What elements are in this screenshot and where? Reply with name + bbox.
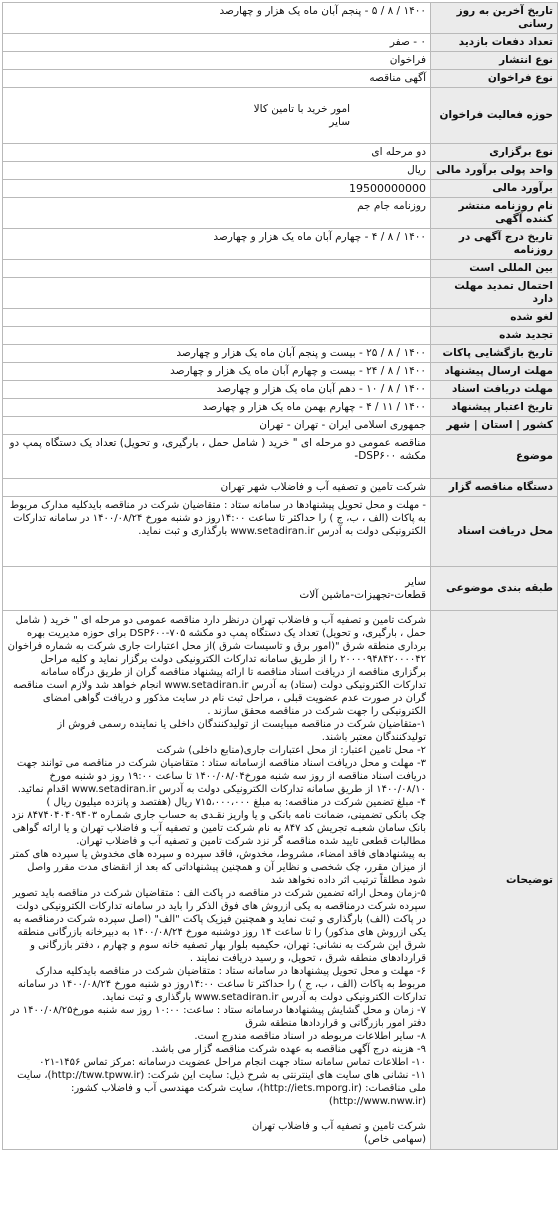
desc-item-11: ۱۱- نشانی های سایت های اینترنتی به شرح ذیل: سایت این شرکت: (http://tww.tpww.ir)، سایت ملی مناقصات: (http://iets.mporg.ir)، سایت شرکت مهندسی آب و فاضلاب کشور: (http://www.nww.ir) [17, 1070, 426, 1107]
row-currency [3, 162, 558, 180]
label-doc-deadline: مهلت دریافت اسناد [431, 381, 558, 399]
value-category [3, 567, 431, 611]
row-validity [3, 399, 558, 417]
row-call-type [3, 70, 558, 88]
value-newspaper-date: ۱۴۰۰ / ۸ / ۴ - چهارم آبان ماه یک هزار و چهارصد [3, 229, 431, 260]
row-cancelled [3, 309, 558, 327]
value-extension [3, 278, 431, 309]
activity-area-line1: امور خرید با تامین کالا [253, 102, 350, 115]
row-visits [3, 34, 558, 52]
label-cancelled: لغو شده [431, 309, 558, 327]
row-publish-type [3, 52, 558, 70]
row-last-update [3, 3, 558, 34]
label-extension: احتمال تمدید مهلت دارد [431, 278, 558, 309]
value-last-update: ۱۴۰۰ / ۸ / ۵ - پنجم آبان ماه یک هزار و چهارصد [3, 3, 431, 34]
row-extension [3, 278, 558, 309]
label-doc-place: محل دریافت اسناد [431, 497, 558, 567]
value-renewed [3, 327, 431, 345]
label-holding-type: نوع برگزاری [431, 144, 558, 162]
label-subject: موضوع [431, 435, 558, 479]
row-holding-type [3, 144, 558, 162]
value-opening-date: ۱۴۰۰ / ۸ / ۲۵ - بیست و پنجم آبان ماه یک هزار و چهارصد [3, 345, 431, 363]
desc-intro: شرکت تامین و تصفیه آب و فاضلاب تهران درنظر دارد مناقصه عمومی دو مرحله ای " خرید ( شامل حمل ، بارگیری، و تحویل) تعداد یک دستگاه پمپ دو مکشه DSP۶۰۰-۷۰۵ برای حوزه مدیریت بهره برداری منطقه شرق "(امور برق و تاسیسات شرق )از محل اعتبارات جاری شرکت به شماره فراخوان ۲۰۰۰۰۹۴۸۴۲۰۰۰۰۴۲ را از طریق سامانه تدارکات الکترونیکی دولت برگزار نماید و کلیه مراحل برگزاری مناقصه از دریافت اسناد مناقصه تا ارائه پیشنهاد مناقصه گران از طریق درگاه سامانه تدارکات الکترونیکی دولت (ستاد) به آدرس www.setadiran.ir انجام خواهد شد ولازم است مناقصه گران در صورت عدم عضویت قبلی ، مراحل ثبت نام در سایت مذکور و دریافت گواهی امضای الکترونیکی را جهت شرکت در مناقصه محقق سازند . [7, 615, 426, 717]
value-visits: ۰ - صفر [3, 34, 431, 52]
desc-item-3: ۳- مهلت و محل دریافت اسناد مناقصه ازسامانه ستاد : متقاضیان شرکت در مناقصه می توانند جهت دریافت اسناد مناقصه از روز سه شنبه مورخ۱۴۰۰/۰۸/۰۴ تا ساعت ۱۹:۰۰ روز دو شنبه مورخ ۱۴۰۰/۰۸/۱۰ از طریق سامانه تدارکات الکترونیکی دولت به آدرس www.setadiran.ir اقدام نمائید. [16, 758, 426, 795]
row-international [3, 260, 558, 278]
label-international: بین المللی است [431, 260, 558, 278]
label-newspaper-date: تاریخ درج آگهی در روزنامه [431, 229, 558, 260]
desc-item-4: ۴- مبلغ تضمین شرکت در مناقصه: به مبلغ ۷۱۵،۰۰۰،۰۰۰ ریال (هفتصد و پانزده میلیون ریال ) [46, 797, 426, 808]
label-newspaper: نام روزنامه منتشر کننده آگهی [431, 198, 558, 229]
desc-item-10: ۱۰- اطلاعات تماس سامانه ستاد جهت انجام مراحل عضویت درسامانه :مرکز تماس ۱۴۵۶-۰۲۱ [39, 1057, 426, 1068]
row-newspaper-date [3, 229, 558, 260]
label-publish-type: نوع انتشار [431, 52, 558, 70]
label-organizer: دستگاه مناقصه گزار [431, 479, 558, 497]
desc-guarantee: چک بانکی تضمینی، ضمانت نامه بانکی و یا واریز نقـدی به حساب جاری شمـاره ۸۴۷۴۰۴۰۴۰۹۴۰۳ نزد بانک سامان شعبـه تجریش کد ۸۴۷ به نام شرکت تامین و تصفیه آب و فاضلاب تهران و یا ارائه گواهی مطالبات قطعی تایید شده مناقصه گر نزد شرکت تامین و تصفیه آب و فاضلاب تهران. [11, 810, 426, 847]
desc-item-7: ۷- زمان و محل گشایش پیشنهادها درسامانه ستاد : ساعت: ۱۰:۰۰ روز سه شنبه مورخ۱۴۰۰/۰۸/۲۵ در دفتر امور بازرگانی و قراردادها منطقه شرق [10, 1005, 426, 1029]
value-currency: ریال [3, 162, 431, 180]
row-submit-deadline [3, 363, 558, 381]
activity-area-line2: سایر [329, 115, 350, 128]
row-organizer [3, 479, 558, 497]
category-line2: قطعات-تجهیزات-ماشین آلات [299, 588, 426, 601]
value-doc-deadline: ۱۴۰۰ / ۸ / ۱۰ - دهم آبان ماه یک هزار و چهارصد [3, 381, 431, 399]
category-line1: سایر [405, 575, 426, 588]
label-category: طبقه بندی موضوعی [431, 567, 558, 611]
desc-signature-type: (سهامی خاص) [363, 1134, 426, 1145]
label-opening-date: تاریخ بازگشایی پاکات [431, 345, 558, 363]
row-location [3, 417, 558, 435]
value-submit-deadline: ۱۴۰۰ / ۸ / ۲۴ - بیست و چهارم آبان ماه یک هزار و چهارصد [3, 363, 431, 381]
label-description: توضیحات [431, 611, 558, 1150]
label-estimate: برآورد مالی [431, 180, 558, 198]
row-subject [3, 435, 558, 479]
label-last-update: تاریخ آخرین به روز رسانی [431, 3, 558, 34]
row-opening-date [3, 345, 558, 363]
value-validity: ۱۴۰۰ / ۱۱ / ۴ - چهارم بهمن ماه یک هزار و چهارصد [3, 399, 431, 417]
row-doc-deadline [3, 381, 558, 399]
value-newspaper: روزنامه جام جم [3, 198, 431, 229]
row-newspaper [3, 198, 558, 229]
value-description [3, 611, 431, 1150]
desc-item-1: ۱-متقاضیان شرکت در مناقصه میبایست از تولیدکنندگان داخلی یا نماینده رسمی فروش از تولیدکنندگان معتبر باشند. [57, 719, 426, 743]
desc-rejection: به پیشنهادهای فاقد امضاء، مشروط، مخدوش، فاقد سپرده و سپرده های مخدوش یا سپرده های کمتر از میزان مقرر، چک شخصی و نظایر آن و همچنین پیشنهاداتی که بعد از انقضای مدت مقرر واصل شود مطلقاً ترتیب اثر داده نخواهد شد [10, 849, 426, 886]
value-subject: مناقصه عمومی دو مرحله ای " خرید ( شامل حمل ، بارگیری، و تحویل) تعداد یک دستگاه پمپ دو مکشه DSP۶۰۰- [3, 435, 431, 479]
label-validity: تاریخ اعتبار پیشنهاد [431, 399, 558, 417]
label-visits: تعداد دفعات بازدید [431, 34, 558, 52]
row-renewed [3, 327, 558, 345]
value-estimate: 19500000000 [3, 180, 431, 198]
label-call-type: نوع فراخوان [431, 70, 558, 88]
desc-item-2: ۲- محل تامین اعتبار: از محل اعتبارات جاری(منابع داخلی) شرکت [156, 745, 426, 756]
row-description [3, 611, 558, 1150]
desc-item-5: ۵-زمان ومحل ارائه تضمین شرکت در مناقصه در پاکت الف : متقاضیان شرکت در مناقصه باید تصویر سپرده شرکت درمناقصه به یکی ازروش های فوق الذکر را باید در سامانه تدارکات الکترونیکی دولت در پاکت (الف) بارگذاری و ثبت نماید و همچنین فیزیک پاکت "الف" (اصل سپرده شرکت درمناقصه به یکی ازروش های مذکور) را تا ساعت ۱۴ روز دوشنبه مورخ ۱۴۰۰/۰۸/۲۴ به دبیرخانه بازرگانی منطقه شرق این شرکت به نشانی: تهران، حکیمیه بلوار بهار تصفیه خانه سوم و چهارم ، دفتر بازرگانی و قراردادهای منطقه شرق ، تحویل، و رسید دریافت نمایند . [12, 888, 426, 964]
label-currency: واحد پولی برآورد مالی [431, 162, 558, 180]
desc-item-6: ۶- مهلت و محل تحویل پیشنهادها در سامانه ستاد : متقاضیان شرکت در مناقصه بایدکلیه مدارک مربوط به پاکات (الف ، ب، ج ) را حداکثر تا ساعت ۱۴:۰۰روز دو شنبه مورخ ۱۴۰۰/۰۸/۲۴ در سامانه تدارکات الکترونیکی دولت به آدرس www.setadiran.ir بارگذاری و ثبت نماید. [17, 966, 426, 1003]
label-activity-area: حوزه فعالیت فراخوان [431, 88, 558, 144]
value-call-type: آگهی مناقصه [3, 70, 431, 88]
value-holding-type: دو مرحله ای [3, 144, 431, 162]
value-doc-place: - مهلت و محل تحویل پیشنهادها در سامانه ستاد : متقاضیان شرکت در مناقصه بایدکلیه مدارک مربوط به پاکات (الف ، ب، ج ) را حداکثر تا ساعت ۱۴:۰۰روز دو شنبه مورخ ۱۴۰۰/۰۸/۲۴ در سامانه تدارکات الکترونیکی دولت به آدرس www.setadiran.ir بارگذاری و ثبت نماید. [3, 497, 431, 567]
row-activity-area [3, 88, 558, 144]
value-location: جمهوری اسلامی ایران - تهران - تهران [3, 417, 431, 435]
desc-spacer [7, 1108, 426, 1120]
desc-item-9: ۹- هزینه درج آگهی مناقصه به عهده شرکت مناقصه گزار می باشد. [151, 1044, 426, 1055]
value-cancelled [3, 309, 431, 327]
label-submit-deadline: مهلت ارسال پیشنهاد [431, 363, 558, 381]
row-doc-place [3, 497, 558, 567]
desc-signature-company: شرکت تامین و تصفیه آب و فاضلاب تهران [251, 1121, 426, 1132]
row-category [3, 567, 558, 611]
value-activity-area [3, 88, 431, 144]
value-organizer: شرکت تامین و تصفیه آب و فاضلاب شهر تهران [3, 479, 431, 497]
label-location: کشور | استان | شهر [431, 417, 558, 435]
value-publish-type: فراخوان [3, 52, 431, 70]
desc-item-8: ۸- سایر اطلاعات مربوطه در اسناد مناقصه مندرج است. [194, 1031, 426, 1042]
label-renewed: تجدید شده [431, 327, 558, 345]
row-estimate [3, 180, 558, 198]
tender-details-table [2, 2, 558, 1150]
value-international [3, 260, 431, 278]
